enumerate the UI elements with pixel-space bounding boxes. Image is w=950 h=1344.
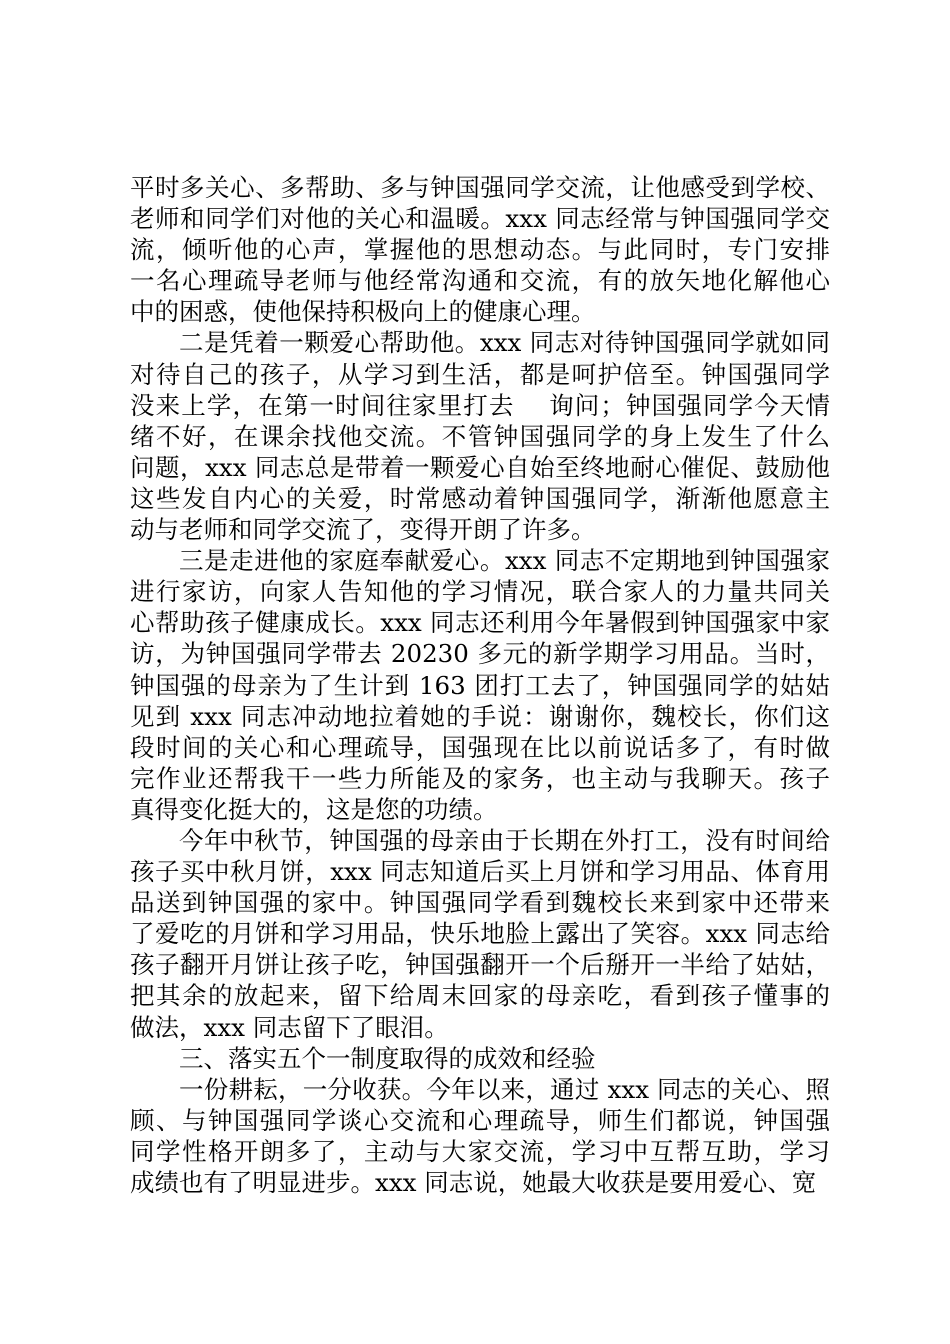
- paragraph: [130, 825, 830, 1043]
- text-line: 把其余的放起来，留下给周末回家的母亲吃，看到孩子懂事的: [130, 981, 830, 1011]
- text-line: 孩子翻开月饼让孩子吃，钟国强翻开一个后掰开一半给了姑姑，: [130, 950, 830, 980]
- text-line: 孩子买中秋月饼，xxx 同志知道后买上月饼和学习用品、体育用: [130, 857, 830, 887]
- document-body: [130, 172, 830, 1198]
- paragraph: [130, 327, 830, 545]
- text-line: 平时多关心、多帮助、多与钟国强同学交流，让他感受到学校、: [130, 173, 830, 202]
- text-line: 老师和同学们对他的关心和温暖。xxx 同志经常与钟国强同学交: [130, 204, 830, 234]
- paragraph: [130, 1074, 830, 1198]
- text-line: 今年中秋节，钟国强的母亲由于长期在外打工，没有时间给: [179, 825, 830, 855]
- text-line: 问题，xxx 同志总是带着一颗爱心自始至终地耐心催促、鼓励他: [130, 452, 830, 482]
- text-line: 三是走进他的家庭奉献爱心。xxx 同志不定期地到钟国强家: [179, 546, 830, 576]
- paragraph: [130, 545, 830, 825]
- text-line: 同学性格开朗多了，主动与大家交流，学习中互帮互助，学习: [130, 1136, 830, 1166]
- text-line: 完作业还帮我干一些力所能及的家务，也主动与我聊天。孩子: [130, 763, 830, 793]
- text-line: 动与老师和同学交流了，变得开朗了许多。: [130, 515, 596, 545]
- text-line: 三、落实五个一制度取得的成效和经验: [179, 1043, 596, 1073]
- text-line: 了爱吃的月饼和学习用品，快乐地脸上露出了笑容。xxx 同志给: [130, 919, 830, 949]
- text-line: 对待自己的孩子，从学习到生活，都是呵护倍至。钟国强同学: [130, 359, 830, 389]
- text-line: 进行家访，向家人告知他的学习情况，联合家人的力量共同关: [130, 577, 830, 607]
- text-line: 访，为钟国强同学带去 20230 多元的新学期学习用品。当时，: [130, 639, 830, 669]
- text-line: 钟国强的母亲为了生计到 163 团打工去了，钟国强同学的姑姑: [130, 670, 830, 700]
- text-line: 真得变化挺大的，这是您的功绩。: [130, 794, 498, 824]
- paragraph: [130, 1043, 830, 1074]
- text-line: 一份耕耘，一分收获。今年以来，通过 xxx 同志的关心、照: [179, 1074, 830, 1104]
- text-line: 顾、与钟国强同学谈心交流和心理疏导，师生们都说，钟国强: [130, 1105, 830, 1135]
- text-line: 中的困惑，使他保持积极向上的健康心理。: [130, 297, 596, 327]
- text-line: 心帮助孩子健康成长。xxx 同志还利用今年暑假到钟国强家中家: [130, 608, 830, 638]
- text-line: 一名心理疏导老师与他经常沟通和交流，有的放矢地化解他心: [130, 266, 830, 296]
- text-line: 见到 xxx 同志冲动地拉着她的手说：谢谢你，魏校长，你们这: [130, 701, 830, 731]
- paragraph: [130, 172, 830, 327]
- text-line: 成绩也有了明显进步。xxx 同志说，她最大收获是要用爱心、宽: [130, 1168, 817, 1197]
- text-line: 没来上学，在第一时间往家里打去 询问；钟国强同学今天情: [130, 390, 830, 420]
- text-line: 这些发自内心的关爱，时常感动着钟国强同学，渐渐他愿意主: [130, 483, 830, 513]
- text-line: 流，倾听他的心声，掌握他的思想动态。与此同时，专门安排: [130, 235, 830, 265]
- text-line: 绪不好，在课余找他交流。不管钟国强同学的身上发生了什么: [130, 421, 830, 451]
- text-line: 二是凭着一颗爱心帮助他。xxx 同志对待钟国强同学就如同: [179, 328, 830, 358]
- text-line: 段时间的关心和心理疏导，国强现在比以前说话多了，有时做: [130, 732, 830, 762]
- text-line: 做法，xxx 同志留下了眼泪。: [130, 1012, 449, 1042]
- text-line: 品送到钟国强的家中。钟国强同学看到魏校长来到家中还带来: [130, 888, 830, 918]
